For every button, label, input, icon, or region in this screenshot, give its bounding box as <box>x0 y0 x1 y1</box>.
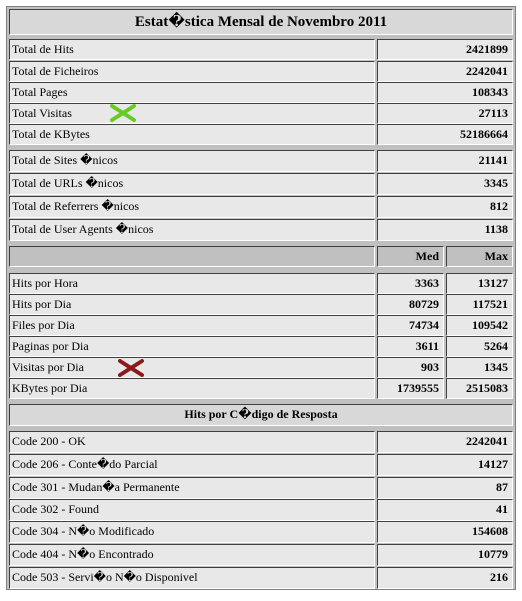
code-404-value: 10779 <box>377 544 513 566</box>
unique-user-agents-label: Total de User Agents �nicos <box>9 219 375 241</box>
averages-col-med: Med <box>377 246 444 267</box>
hits-per-hour-med: 3363 <box>377 273 444 294</box>
red-x-mark-icon-svg <box>118 359 144 377</box>
files-per-day-max: 109542 <box>446 315 513 336</box>
total-hits-value: 2421899 <box>377 39 513 60</box>
kbytes-per-day-max: 2515083 <box>446 378 513 399</box>
total-visits-value: 27113 <box>377 103 513 124</box>
total-visits-label: Total Visitas <box>9 103 375 124</box>
code-200-value: 2242041 <box>377 431 513 453</box>
code-304-value: 154608 <box>377 521 513 543</box>
code-503-value: 216 <box>377 567 513 589</box>
files-per-day-med: 74734 <box>377 315 444 336</box>
hits-per-day-med: 80729 <box>377 294 444 315</box>
code-302-label: Code 302 - Found <box>9 499 375 521</box>
code-503-label: Code 503 - Servi�o N�o Disponivel <box>9 567 375 589</box>
response-codes-header: Hits por C�digo de Resposta <box>9 404 513 426</box>
total-kbytes-value: 52186664 <box>377 124 513 145</box>
green-x-mark-icon-svg <box>110 104 136 122</box>
unique-sites-value: 21141 <box>377 150 513 172</box>
kbytes-per-day-med: 1739555 <box>377 378 444 399</box>
code-302-value: 41 <box>377 499 513 521</box>
unique-referrers-label: Total de Referrers �nicos <box>9 196 375 218</box>
visits-per-day-max: 1345 <box>446 357 513 378</box>
pages-per-day-med: 3611 <box>377 336 444 357</box>
hits-per-hour-label: Hits por Hora <box>9 273 375 294</box>
red-x-mark-icon <box>118 359 144 381</box>
code-200-label: Code 200 - OK <box>9 431 375 453</box>
unique-user-agents-value: 1138 <box>377 219 513 241</box>
kbytes-per-day-label: KBytes por Dia <box>9 378 375 399</box>
unique-urls-label: Total de URLs �nicos <box>9 173 375 195</box>
total-files-label: Total de Ficheiros <box>9 61 375 82</box>
files-per-day-label: Files por Dia <box>9 315 375 336</box>
hits-per-hour-max: 13127 <box>446 273 513 294</box>
pages-per-day-max: 5264 <box>446 336 513 357</box>
averages-col-max: Max <box>446 246 513 267</box>
hits-per-day-max: 117521 <box>446 294 513 315</box>
unique-referrers-value: 812 <box>377 196 513 218</box>
averages-header-blank <box>9 246 375 267</box>
green-x-mark-icon <box>110 104 136 126</box>
visits-per-day-med: 903 <box>377 357 444 378</box>
hits-per-day-label: Hits por Dia <box>9 294 375 315</box>
unique-sites-label: Total de Sites �nicos <box>9 150 375 172</box>
total-kbytes-label: Total de KBytes <box>9 124 375 145</box>
code-206-value: 14127 <box>377 454 513 476</box>
code-301-label: Code 301 - Mudan�a Permanente <box>9 477 375 499</box>
page-title: Estat�stica Mensal de Novembro 2011 <box>9 9 513 35</box>
code-404-label: Code 404 - N�o Encontrado <box>9 544 375 566</box>
code-301-value: 87 <box>377 477 513 499</box>
total-pages-value: 108343 <box>377 82 513 103</box>
total-files-value: 2242041 <box>377 61 513 82</box>
total-hits-label: Total de Hits <box>9 39 375 60</box>
code-206-label: Code 206 - Conte�do Parcial <box>9 454 375 476</box>
unique-urls-value: 3345 <box>377 173 513 195</box>
code-304-label: Code 304 - N�o Modificado <box>9 521 375 543</box>
visits-per-day-label: Visitas por Dia <box>9 357 375 378</box>
total-pages-label: Total Pages <box>9 82 375 103</box>
pages-per-day-label: Paginas por Dia <box>9 336 375 357</box>
